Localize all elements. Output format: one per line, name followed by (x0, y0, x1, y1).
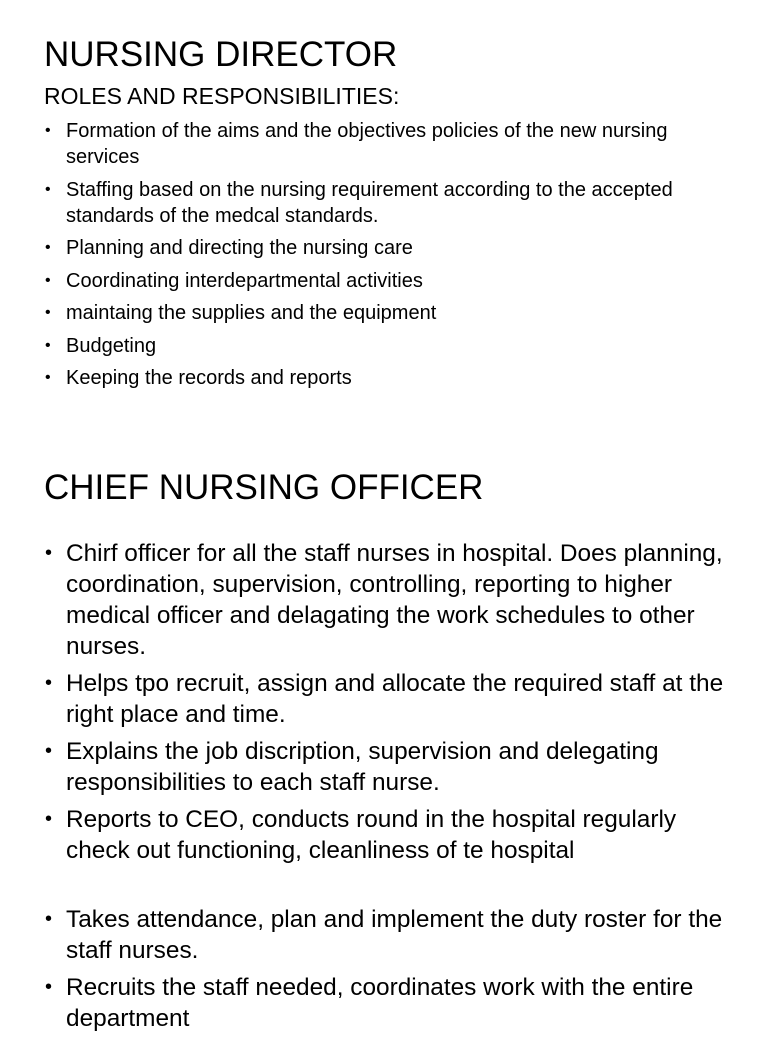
list-item-text: Reports to CEO, conducts round in the hospital regularly check out functioning, cleanliness of te hospital (66, 806, 677, 864)
bullet-icon: • (45, 304, 51, 321)
slide-chief-nursing-officer (0, 420, 768, 1032)
list-item-text: Formation of the aims and the objectives policies of the new nursing services (66, 120, 668, 168)
list-item (44, 118, 738, 170)
bullet-icon: • (45, 180, 51, 198)
list-item (44, 235, 738, 261)
list-item (44, 300, 738, 326)
list-item (44, 538, 738, 662)
list-item (44, 333, 738, 359)
bullet-icon: • (45, 908, 53, 930)
list-item-text: Takes attendance, plan and implement the duty roster for the staff nurses. (66, 906, 723, 964)
list-item-text: Budgeting (66, 334, 157, 357)
bullet-icon: • (45, 808, 53, 830)
bullet-icon: • (45, 271, 51, 289)
list-item-text: Staffing based on the nursing requirement according to the accepted standards of the medcal standards. (66, 178, 673, 227)
bullet-list (44, 538, 738, 1040)
bullet-list (44, 118, 738, 398)
list-item (44, 736, 738, 798)
list-item (44, 804, 738, 866)
bullet-icon: • (45, 239, 51, 256)
bullet-icon: • (45, 672, 53, 694)
slide-subtitle: ROLES AND RESPONSIBILITIES: (44, 83, 400, 109)
list-item-text: Coordinating interdepartmental activities (66, 269, 423, 292)
list-item (44, 268, 738, 294)
bullet-icon: • (45, 336, 51, 354)
list-item (44, 365, 738, 391)
list-item-text: Helps tpo recruit, assign and allocate the required staff at the right place and time. (66, 670, 724, 728)
list-item (44, 904, 738, 966)
slide-title: CHIEF NURSING OFFICER (44, 468, 484, 507)
slide-nursing-director (0, 0, 768, 420)
list-item-text: Planning and directing the nursing care (66, 237, 413, 259)
list-item-text: Keeping the records and reports (66, 367, 352, 389)
bullet-icon: • (45, 976, 53, 998)
list-item-text: Chirf officer for all the staff nurses in hospital. Does planning, coordination, supervision, controlling, reporting to higher medical officer and delagating the work schedules to other nurses. (66, 540, 723, 660)
bullet-icon: • (45, 740, 53, 762)
slide-title: NURSING DIRECTOR (44, 35, 398, 74)
bullet-icon: • (45, 369, 51, 386)
bullet-icon: • (45, 122, 51, 139)
bullet-icon: • (45, 542, 53, 564)
list-item-text: Explains the job discription, supervision and delegating responsibilities to each staff nurse. (66, 738, 659, 796)
list-item (44, 177, 738, 229)
list-item (44, 668, 738, 730)
list-item-text: Recruits the staff needed, coordinates work with the entire department (66, 974, 694, 1032)
list-item-text: maintaing the supplies and the equipment (66, 302, 437, 324)
list-item (44, 972, 738, 1034)
